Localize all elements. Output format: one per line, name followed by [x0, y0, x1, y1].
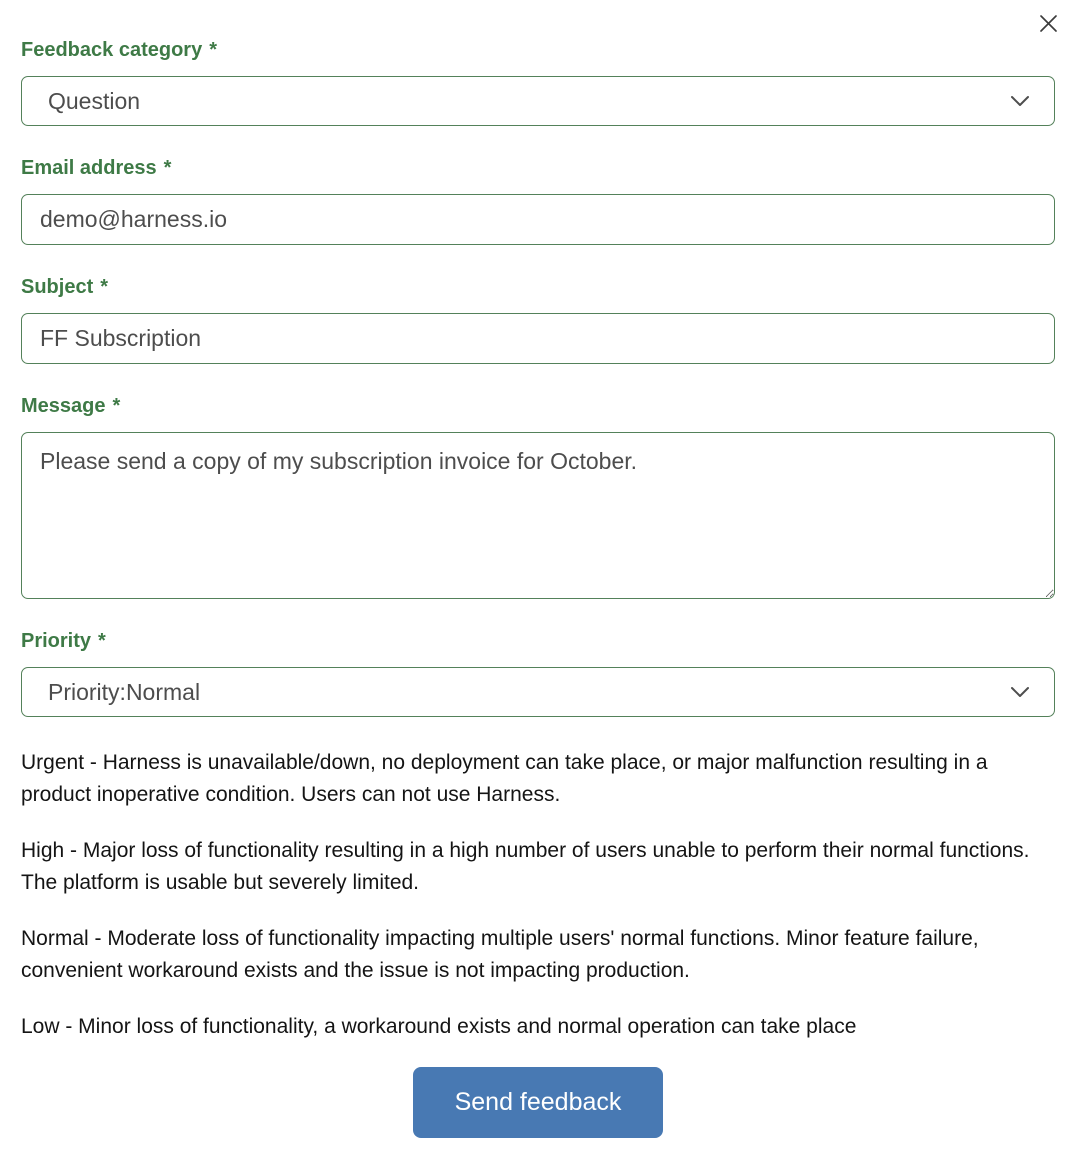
chevron-down-icon: [1010, 686, 1030, 698]
feedback-category-label: [21, 40, 1055, 60]
priority-description-normal: Normal - Moderate loss of functionality impacting multiple users' normal functions. Minor feature failure, convenient workaround exists and the issue is not impacting production.: [21, 927, 979, 982]
label-text: Email address: [21, 157, 157, 179]
send-feedback-button[interactable]: Send feedback: [413, 1067, 664, 1138]
feedback-category-select[interactable]: [21, 76, 1055, 126]
message-textarea[interactable]: [21, 432, 1055, 599]
close-icon: [1039, 14, 1058, 33]
select-value: Priority:Normal: [48, 678, 201, 705]
subject-label: [21, 277, 1055, 297]
required-marker: *: [98, 630, 106, 652]
required-marker: *: [163, 157, 172, 179]
label-text: Priority: [21, 630, 92, 652]
subject-input[interactable]: [21, 313, 1055, 364]
priority-select[interactable]: [21, 667, 1055, 717]
email-label: [21, 158, 1055, 178]
priority-description-low: Low - Minor loss of functionality, a workaround exists and normal operation can take place: [21, 1015, 857, 1038]
priority-label: [21, 631, 1055, 651]
label-text: Message: [21, 395, 106, 417]
priority-description-high: High - Major loss of functionality resulting in a high number of users unable to perform their normal functions. The platform is usable but severely limited.: [21, 839, 1030, 894]
select-value: Question: [48, 87, 141, 114]
email-input[interactable]: [21, 194, 1055, 245]
priority-description-urgent: Urgent - Harness is unavailable/down, no deployment can take place, or major malfunction resulting in a product inoperative condition. Users can not use Harness.: [21, 751, 988, 806]
priority-descriptions: [21, 747, 1055, 1043]
label-text: Subject: [21, 276, 94, 298]
required-marker: *: [100, 276, 109, 298]
chevron-down-icon: [1010, 95, 1030, 107]
message-label: [21, 396, 1055, 416]
close-button[interactable]: [1035, 10, 1062, 37]
label-text: Feedback category: [21, 39, 203, 61]
required-marker: *: [209, 39, 217, 61]
required-marker: *: [112, 395, 121, 417]
